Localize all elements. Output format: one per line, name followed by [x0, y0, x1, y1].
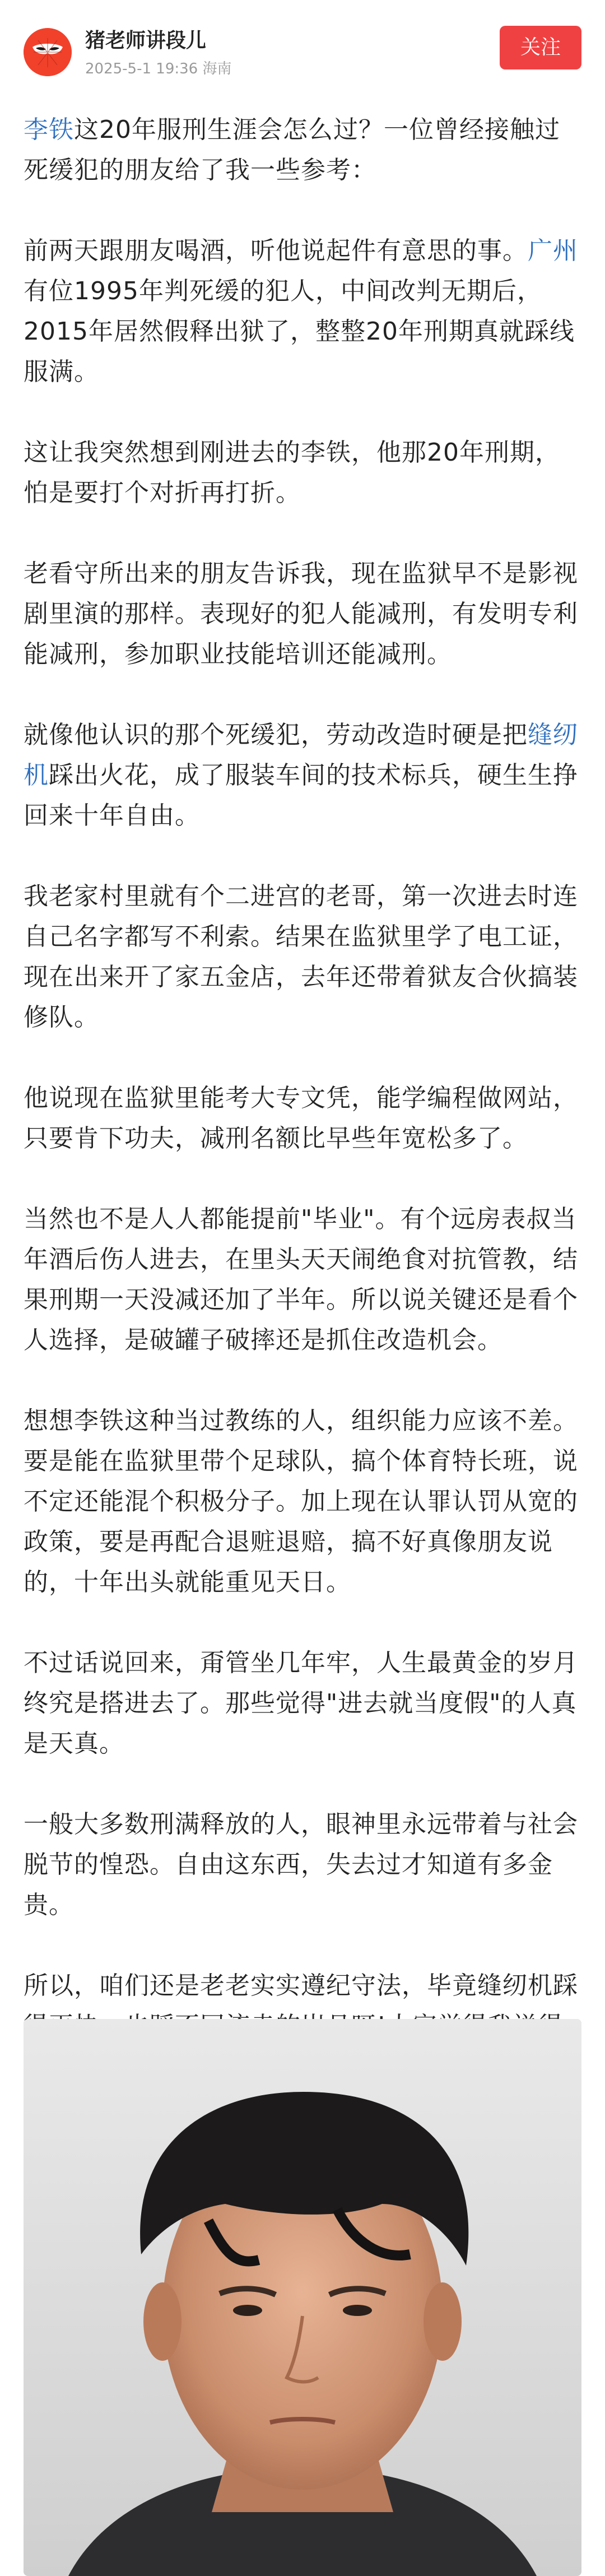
- paragraph: 想想李铁这种当过教练的人，组织能力应该不差。要是能在监狱里带个足球队，搞个体育特长班，说不定还能混个积极分子。加上现在认罪认罚从宽的政策，要是再配合退赃退赔，搞不好真像朋友说的，十年出头就能重见天日。: [24, 1407, 578, 1596]
- paragraph-text: 这20年服刑生涯会怎么过？一位曾经接触过死缓犯的朋友给了我一些参考：: [24, 115, 560, 184]
- paragraph: 当然也不是人人都能提前"毕业"。有个远房表叔当年酒后伤人进去，在里头天天闹绝食对抗管教，结果刑期一天没减还加了半年。所以说关键还是看个人选择，是破罐子破摔还是抓住改造机会。: [24, 1205, 578, 1354]
- paragraph: 他说现在监狱里能考大专文凭，能学编程做网站，只要肯下功夫，减刑名额比早些年宽松多了。: [24, 1084, 578, 1153]
- paragraph: 我老家村里就有个二进宫的老哥，第一次进去时连自己名字都写不利索。结果在监狱里学了电工证，现在出来开了家五金店，去年还带着狱友合伙搞装修队。: [24, 882, 578, 1032]
- post-meta: 2025-5-1 19:36 海南: [85, 61, 232, 77]
- portrait-photo: [24, 2019, 581, 2576]
- paragraph: 老看守所出来的朋友告诉我，现在监狱早不是影视剧里演的那样。表现好的犯人能减刑，有发明专利能减刑，参加职业技能培训还能减刑。: [24, 559, 578, 669]
- paragraph: 不过话说回来，甭管坐几年牢，人生最黄金的岁月终究是搭进去了。那些觉得"进去就当度假"的人真是天真。: [24, 1649, 578, 1758]
- paragraph: 一般大多数刑满释放的人，眼神里永远带着与社会脱节的惶恐。自由这东西，失去过才知道有多金贵。: [24, 1810, 578, 1919]
- post-body: [24, 110, 584, 2127]
- follow-button[interactable]: 关注: [500, 26, 581, 69]
- post-photo[interactable]: [24, 2019, 581, 2576]
- topic-link[interactable]: 李铁: [24, 115, 74, 144]
- paragraph: [24, 715, 584, 836]
- paragraph: [24, 231, 584, 392]
- author-name[interactable]: 猪老师讲段儿: [85, 29, 207, 52]
- paragraph-text: 前两天跟朋友喝酒，听他说起件有意思的事。: [24, 236, 528, 265]
- paragraph-text: 有位1995年判死缓的犯人，中间改判无期后，2015年居然假释出狱了，整整20年刑期真就踩线服满。: [24, 277, 575, 386]
- spider-emblem-icon: [24, 28, 72, 76]
- topic-link[interactable]: 缝纫机: [24, 721, 578, 790]
- paragraph-text: 就像他认识的那个死缓犯，劳动改造时硬是把: [24, 721, 528, 749]
- paragraph: 这让我突然想到刚进去的李铁，他那20年刑期，怕是要打个对折再打折。: [24, 438, 560, 507]
- post-header: [0, 0, 605, 112]
- paragraph: 所以，咱们还是老老实实遵纪守法，毕竟缝纫机踩: [24, 1971, 578, 2000]
- author-avatar[interactable]: [24, 28, 72, 76]
- paragraph: [24, 110, 584, 191]
- topic-link[interactable]: 广州: [528, 236, 578, 265]
- paragraph-text: 踩出火花，成了服装车间的技术标兵，硬生生挣回来十年自由。: [24, 761, 578, 830]
